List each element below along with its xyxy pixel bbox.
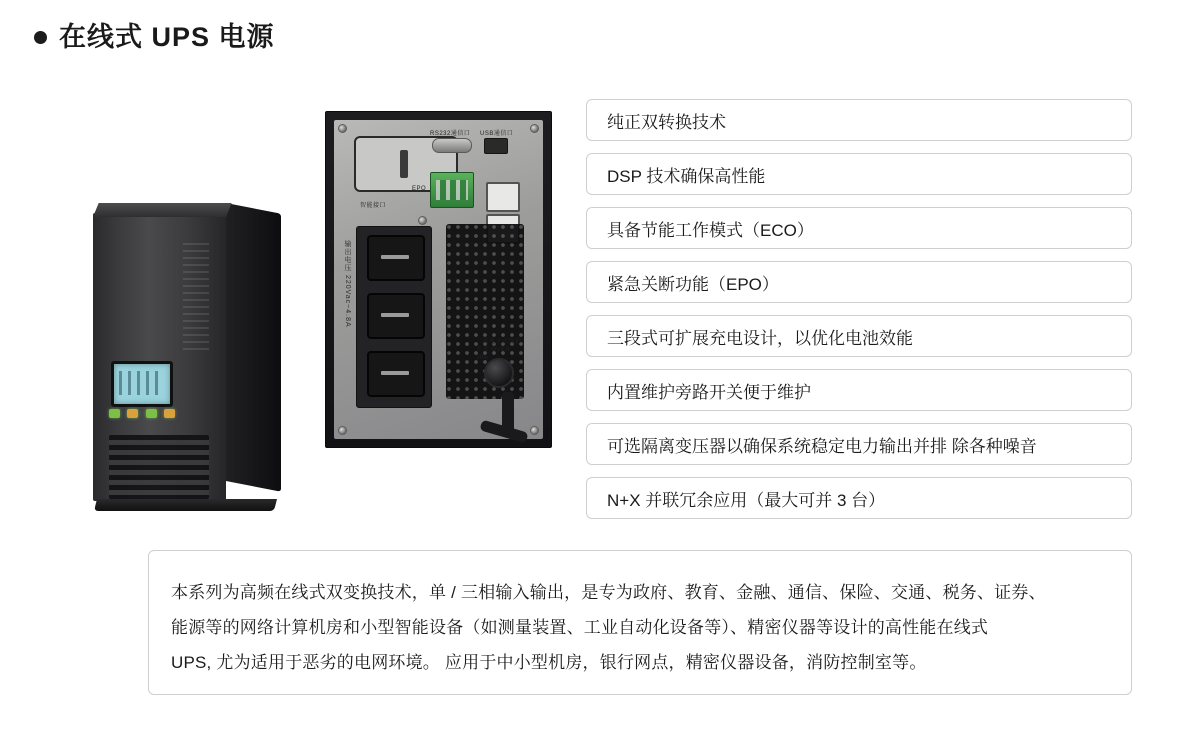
- tower-base: [94, 499, 277, 511]
- feature-list: [586, 99, 1132, 531]
- tower-led-3-icon: [146, 409, 157, 418]
- description-panel: [148, 550, 1132, 695]
- tower-led-2-icon: [127, 409, 138, 418]
- rear-port-label-usb: USB通信口: [480, 131, 514, 137]
- tower-button-row: [109, 409, 175, 418]
- tower-led-4-icon: [164, 409, 175, 418]
- rj45-port-icon: [486, 182, 520, 212]
- ups-rear-panel-image: [325, 111, 552, 448]
- product-image-area: [60, 95, 560, 515]
- rs232-port-icon: [432, 138, 472, 153]
- rear-ground-label: 智能接口: [360, 203, 387, 209]
- description-line: 能源等的网络计算机房和小型智能设备（如测量装置、工业自动化设备等）、精密仪器等设计的高性能在线式: [171, 618, 989, 637]
- feature-item: 纯正双转换技术: [586, 99, 1132, 141]
- tower-led-1-icon: [109, 409, 120, 418]
- output-socket: [367, 235, 425, 281]
- rear-metal-plate: [334, 120, 543, 439]
- tower-lcd-display: [111, 361, 173, 407]
- feature-item: N+X 并联冗余应用（最大可并 3 台）: [586, 477, 1132, 519]
- rear-epo-label: EPO: [412, 186, 427, 192]
- tower-side-panel: [226, 203, 281, 492]
- rear-output-sockets: [356, 226, 432, 408]
- feature-item: 紧急关断功能（EPO）: [586, 261, 1132, 303]
- rear-breaker-label: 二次电子式保护开关 OVER 30A: [476, 339, 522, 361]
- rear-screw-icon: [530, 124, 539, 133]
- tower-top-face: [93, 203, 232, 217]
- feature-item: 内置维护旁路开关便于维护: [586, 369, 1132, 411]
- tower-front-panel: [93, 213, 226, 501]
- rear-screw-icon: [338, 124, 347, 133]
- rear-screw-icon: [338, 426, 347, 435]
- page-title: [34, 24, 275, 51]
- output-socket: [367, 351, 425, 397]
- feature-item: 具备节能工作模式（ECO）: [586, 207, 1132, 249]
- epo-terminal-block-icon: [430, 172, 474, 208]
- page-title-text: 在线式 UPS 电源: [59, 22, 275, 52]
- tower-badge-stripes: [183, 243, 209, 353]
- rear-screw-icon: [418, 216, 427, 225]
- output-socket: [367, 293, 425, 339]
- description-line: 本系列为高频在线式双变换技术，单 / 三相输入输出，是专为政府、教育、金融、通信、保险、交通、税务、证券、: [171, 583, 1046, 602]
- feature-item: DSP 技术确保高性能: [586, 153, 1132, 195]
- description-line: UPS, 尤为适用于恶劣的电网环境。 应用于中小型机房，银行网点，精密仪器设备，消防控制室等。: [171, 653, 927, 672]
- bullet-dot-icon: [34, 31, 47, 44]
- ups-tower-image: [93, 203, 283, 513]
- feature-item: 可选隔离变压器以确保系统稳定电力输出并排 除各种噪音: [586, 423, 1132, 465]
- usb-port-icon: [484, 138, 508, 154]
- rear-port-label-rs232: RS232通信口: [430, 131, 471, 137]
- tower-vent-grille: [109, 435, 209, 499]
- circuit-breaker-icon: [484, 358, 514, 388]
- rear-output-voltage-label: 输出电压 220Vac~4.8A: [344, 240, 351, 328]
- feature-item: 三段式可扩展充电设计，以优化电池效能: [586, 315, 1132, 357]
- rear-screw-icon: [530, 426, 539, 435]
- power-cord: [502, 392, 514, 436]
